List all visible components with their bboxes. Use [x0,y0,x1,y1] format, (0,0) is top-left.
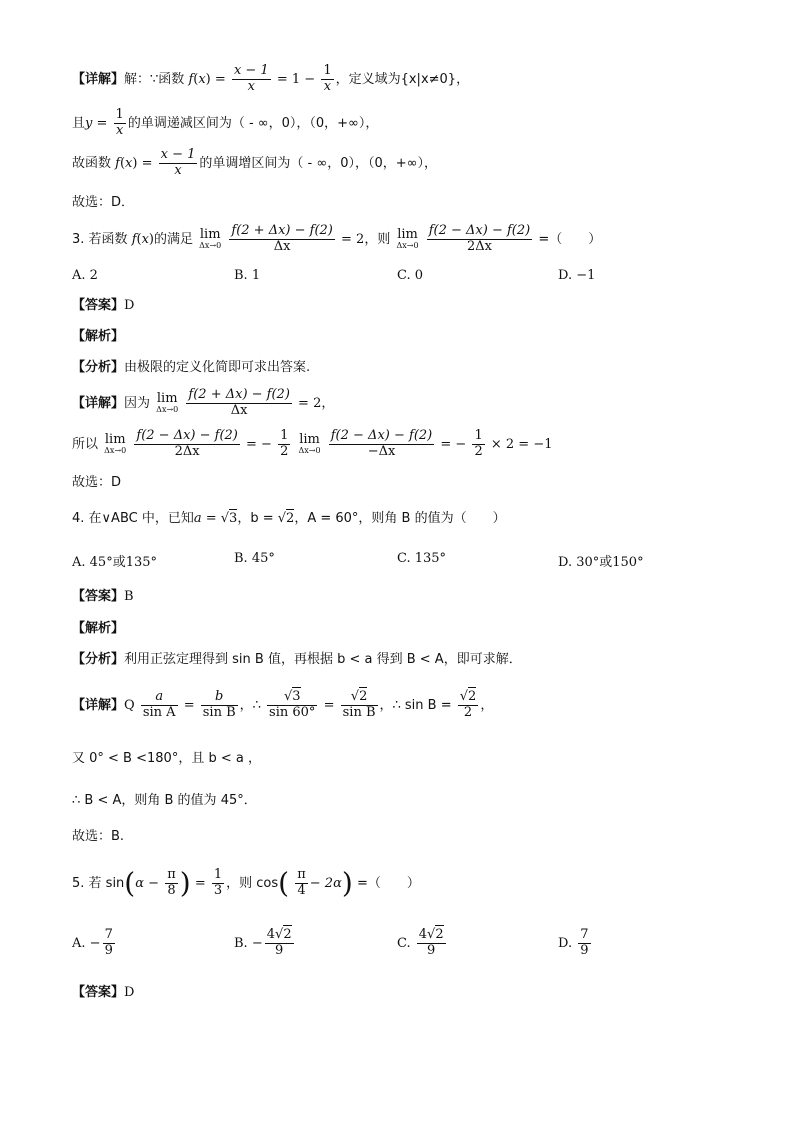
q5-option-d: D. $\frac{7}{9}$ [558,927,589,958]
q3-option-c: C. 0 [397,268,424,283]
fraction: $\frac{√2}{2}$ [459,689,477,720]
fraction: $\frac{f(2 + \Delta x) - f(2)}{\Delta x}$ [231,223,333,254]
q5-option-b: B. − $\frac{4√2}{9}$ [234,927,292,958]
q5-answer: 【答案】D [72,985,135,1000]
fraction: $\frac{1}{x}$ [323,63,332,94]
q4-conclusion: 故选：B. [72,829,125,844]
fraction: $\frac{f(2 + \Delta x) - f(2)}{\Delta x}$ [188,387,290,418]
q4-option-b: B. 45° [234,551,275,566]
q5-option-a: A. − $\frac{7}{9}$ [72,927,113,958]
q2-detail-line2: 且y = $\frac{1}{x}$ 的单调递减区间为（ - ∞，0），（0，+∞）， [72,107,379,138]
fraction: $\frac{\pi}{4}$ [297,867,306,898]
q3-option-a: A. 2 [72,268,98,283]
q4-option-c: C. 135° [397,551,447,566]
q3-jiexi: 【解析】 [72,329,125,344]
q5-option-c: C. $\frac{4√2}{9}$ [397,927,444,958]
q4-jiexi: 【解析】 [72,621,125,636]
q3-option-d: D. −1 [558,268,596,283]
q4-analysis: 【分析】利用正弦定理得到 sin B 值，再根据 b < a 得到 B < A，即可求解． [72,652,522,667]
fraction: $\frac{1}{3}$ [213,867,223,898]
q5-stem: 5. 若 sin(α − $\frac{\pi}{8}$ ) = $\frac{1}{3}$ ，则 cos( $\frac{\pi}{4}$ − 2α) =（ ） [72,866,420,900]
q4-option-a: A. 45°或135° [72,555,158,570]
q4-detail: 【详解】Q $\frac{a}{\text{sin A}}$ = $\frac{b}{\text{sin B}}$ ，∴ $\frac{√3}{\sin 60^\circ}$ = $\frac{√2}{\text{sin B}}$ ，∴ sin B = $\frac{√2}{2}$ ， [72,689,494,720]
q3-stem: 3. 若函数 f(x)的满足 lim Δx→0 $\frac{f(2 + \Delta x) - f(2)}{\Delta x}$ = 2，则 lim Δx→0 $\frac{f(2 - \Delta x) - f(2)}{2\Delta x}$ =（ ） [72,223,602,254]
q3-answer: 【答案】D [72,298,135,313]
q4-stem: 4. 在∨ABC 中，已知a = √3，b = √2，A = 60°，则角 B 的值为（ ） [72,511,506,526]
q3-derivation: 所以 lim Δx→0 $\frac{f(2 - \Delta x) - f(2)}{2\Delta x}$ = − $\frac{1}{2}$ lim Δx→0 $\frac{f(2 - \Delta x) - f(2)}{-\Delta x}$ = − $\frac{1}{2}$ × 2 = −1 [72,428,553,459]
fraction: $\frac{\pi}{8}$ [167,867,176,898]
q2-detail-line1: 【详解】解：∵函数 f(x) = $\frac{x - 1}{x}$ = 1 − $\frac{1}{x}$ ，定义域为{x|x≠0}， [72,63,470,94]
limit: lim Δx→0 [199,227,222,251]
fraction: $\frac{√2}{\text{sin B}}$ [342,689,376,720]
fraction: $\frac{x - 1}{x}$ [160,147,196,178]
limit: lim Δx→0 [396,227,419,251]
q3-detail: 【详解】因为 lim Δx→0 $\frac{f(2 + \Delta x) - f(2)}{\Delta x}$ = 2， [72,387,335,418]
limit: lim Δx→0 [156,391,179,415]
fraction: $\frac{b}{\text{sin B}}$ [202,689,236,720]
q4-also: 又 0° < B <180°，且 b < a ， [72,751,261,766]
fraction: $\frac{a}{\text{sin A}}$ [142,689,176,720]
q4-answer: 【答案】B [72,589,134,604]
fraction: $\frac{√3}{\sin 60^\circ}$ [269,689,316,720]
q3-conclusion: 故选：D [72,475,122,490]
fraction: $\frac{1}{x}$ [115,107,124,138]
q2-conclusion: 故选：D． [72,195,135,210]
q3-option-b: B. 1 [234,268,261,283]
fraction: $\frac{f(2 - \Delta x) - f(2)}{2\Delta x}$ [428,223,531,254]
fraction: $\frac{1}{2}$ [280,428,289,459]
limit: lim Δx→0 [104,432,127,456]
q4-therefore: ∴ B < A，则角 B 的值为 45°． [72,793,257,808]
detail-label: 【详解】 [72,71,125,87]
q4-option-d: D. 30°或150° [558,555,644,570]
q2-detail-line3: 故函数 f(x) = $\frac{x - 1}{x}$ 的单调增区间为（ - ∞，0），（0，+∞）， [72,147,437,178]
fraction: $\frac{f(2 - \Delta x) - f(2)}{-\Delta x}$ [330,428,433,459]
limit: lim Δx→0 [298,432,321,456]
fraction: $\frac{f(2 - \Delta x) - f(2)}{2\Delta x}$ [136,428,238,459]
fraction: $\frac{1}{2}$ [474,428,483,459]
fraction: $\frac{x - 1}{x}$ [233,63,269,94]
q3-analysis: 【分析】由极限的定义化简即可求出答案. [72,360,311,375]
